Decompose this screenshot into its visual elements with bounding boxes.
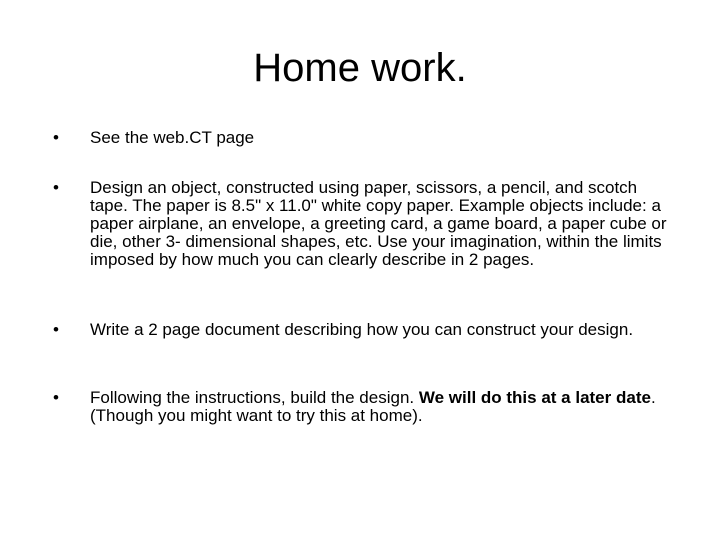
bullet-marker: •	[53, 388, 59, 407]
bullet-text: See the web.CT page	[90, 128, 255, 147]
bullet-marker: •	[53, 178, 59, 197]
bullet-text-emphasis: We will do this at a later date	[418, 388, 651, 407]
bullet-text: Design an object, constructed using paper, scissors, a pencil, and scotch tape. The paper is 8.5" x 11.0" white copy paper. Example objects include: a paper airplane, an envelope, a greeting card, a game board, a paper cube or die, other 3- dimensional shapes, etc. Use your imagination, within the limits imposed by how much you can clearly describe in 2 pages.	[90, 178, 667, 269]
bullet-text-part: Following the instructions, build the design.	[90, 388, 419, 407]
slide-title: Home work.	[253, 46, 467, 90]
bullet-marker: •	[53, 128, 59, 147]
bullet-text-part: . (Though you might want to try this at home).	[90, 388, 656, 425]
bullet-marker: •	[53, 320, 59, 339]
bullet-text: Write a 2 page document describing how you can construct your design.	[90, 320, 634, 339]
bullet-text	[90, 389, 670, 425]
